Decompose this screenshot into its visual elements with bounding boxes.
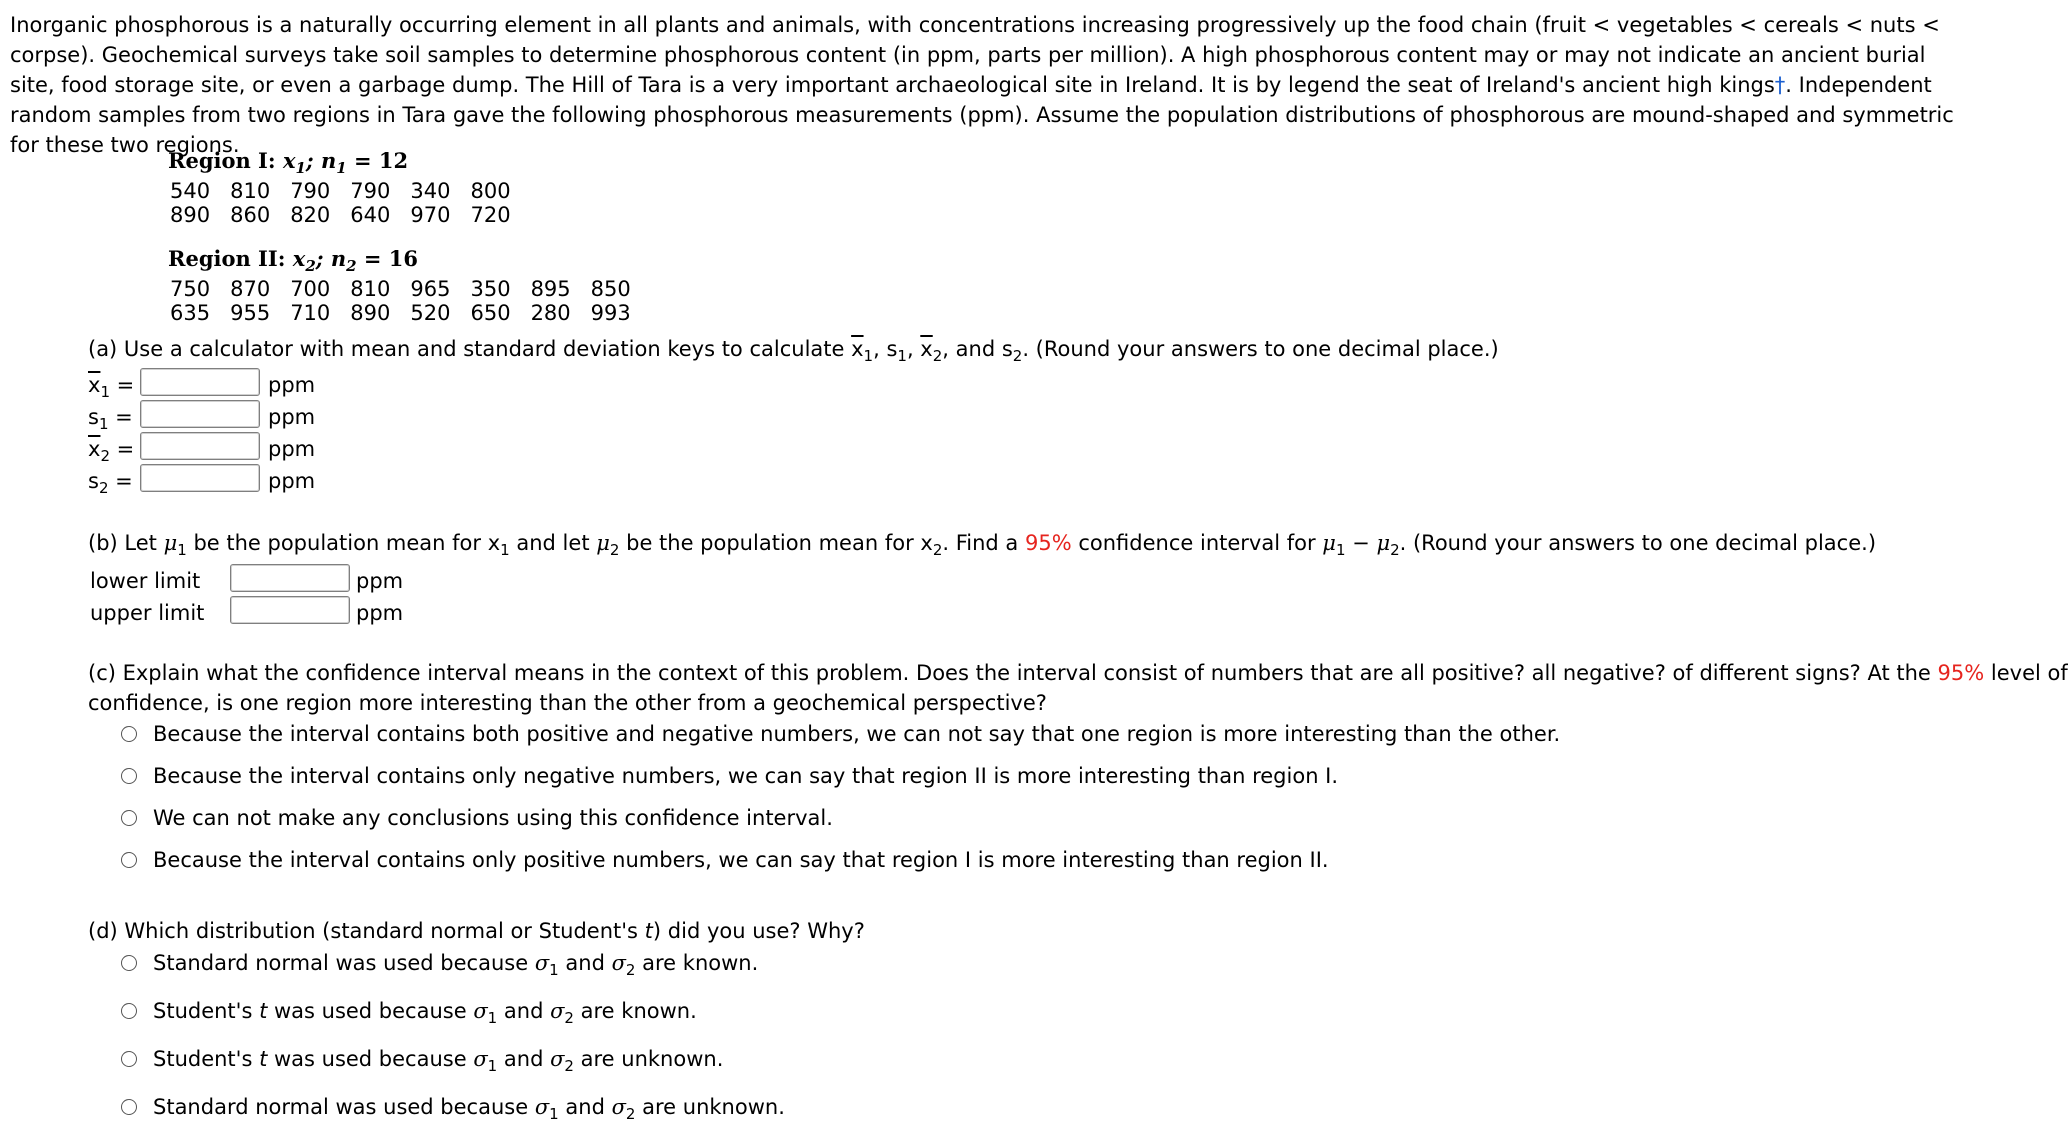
region1-row2 bbox=[170, 200, 531, 230]
data-value: 720 bbox=[470, 203, 511, 227]
data-value: 350 bbox=[470, 277, 511, 301]
region1-heading: Region I: $x_1$; $n_1 = 12$ bbox=[168, 148, 409, 177]
part-c-radio-4[interactable] bbox=[121, 852, 137, 868]
part-c-option-label-1[interactable]: Because the interval contains both positive and negative numbers, we can not say that one region is more interesting than the other. bbox=[153, 722, 1561, 746]
part-d-radio-4[interactable] bbox=[121, 1099, 137, 1115]
upper-limit-input[interactable] bbox=[230, 596, 350, 624]
intro-text-2: . Independent random samples from two regions in Tara gave the following phosphorous measurements (ppm). Assume the population distributions of phosphorous are mound-shaped and symmetric for these two regions. bbox=[10, 73, 1954, 157]
region2-row2 bbox=[170, 298, 651, 328]
stat-label-s2: $s_2$ = bbox=[88, 469, 133, 497]
stat-input-x1[interactable] bbox=[140, 368, 260, 396]
part-d-option-label-1[interactable]: Standard normal was used because $\sigma_1$ and $\sigma_2$ are known. bbox=[153, 951, 759, 979]
part-d-radio-1[interactable] bbox=[121, 955, 137, 971]
data-value: 895 bbox=[530, 277, 571, 301]
part-d-radio-2[interactable] bbox=[121, 1003, 137, 1019]
part-d-option-label-4[interactable]: Standard normal was used because $\sigma_1$ and $\sigma_2$ are unknown. bbox=[153, 1095, 785, 1123]
data-value: 540 bbox=[170, 179, 211, 203]
data-value: 810 bbox=[230, 179, 271, 203]
data-value: 800 bbox=[470, 179, 511, 203]
data-value: 850 bbox=[590, 277, 631, 301]
part-a-question: (a) Use a calculator with mean and standard deviation keys to calculate $\overline{x}_1$, $s_1$, $\overline{x}_2$, and $s_2$. (Round your answers to one decimal place.) bbox=[88, 337, 1499, 365]
lower-limit-input[interactable] bbox=[230, 564, 350, 592]
part-c-radio-2[interactable] bbox=[121, 768, 137, 784]
intro-text-1: Inorganic phosphorous is a naturally occurring element in all plants and animals, with concentrations increasing progressively up the food chain (fruit < vegetables < cereals < nuts < corpse). Geochemical surveys take soil samples to determine phosphorous content (in ppm, parts per million). A high phosphorous content may or may not indicate an ancient burial site, food storage site, or even a garbage dump. The Hill of Tara is a very important archaeological site in Ireland. It is by legend the seat of Ireland's ancient high kings bbox=[10, 13, 1940, 97]
part-c-option-label-3[interactable]: We can not make any conclusions using this confidence interval. bbox=[153, 806, 833, 830]
unit-label: ppm bbox=[268, 469, 316, 493]
data-value: 965 bbox=[410, 277, 451, 301]
data-value: 650 bbox=[470, 301, 511, 325]
data-value: 790 bbox=[350, 179, 391, 203]
data-value: 340 bbox=[410, 179, 451, 203]
data-value: 810 bbox=[350, 277, 391, 301]
part-c-radio-1[interactable] bbox=[121, 726, 137, 742]
data-value: 635 bbox=[170, 301, 211, 325]
data-value: 955 bbox=[230, 301, 271, 325]
data-value: 890 bbox=[350, 301, 391, 325]
upper-limit-unit: ppm bbox=[356, 601, 404, 625]
stat-label-s1: $s_1$ = bbox=[88, 405, 133, 433]
data-value: 520 bbox=[410, 301, 451, 325]
part-c-option-label-2[interactable]: Because the interval contains only negative numbers, we can say that region II is more interesting than region I. bbox=[153, 764, 1339, 788]
data-value: 790 bbox=[290, 179, 331, 203]
data-value: 820 bbox=[290, 203, 331, 227]
stat-label-x2: $\overline{x}_2$ = bbox=[88, 437, 135, 465]
part-c-question-line2: confidence, is one region more interesting than the other from a geochemical perspective? bbox=[88, 691, 1047, 715]
stat-input-x2[interactable] bbox=[140, 432, 260, 460]
unit-label: ppm bbox=[268, 405, 316, 429]
lower-limit-unit: ppm bbox=[356, 569, 404, 593]
data-value: 890 bbox=[170, 203, 211, 227]
part-d-option-label-3[interactable]: Student's t was used because $\sigma_1$ and $\sigma_2$ are unknown. bbox=[153, 1047, 724, 1075]
data-value: 870 bbox=[230, 277, 271, 301]
footnote-link[interactable]: † bbox=[1774, 73, 1786, 97]
upper-limit-label: upper limit bbox=[90, 601, 205, 625]
part-b-question: (b) Let $\mu_1$ be the population mean for $x_1$ and let $\mu_2$ be the population mean for $x_2$. Find a 95% confidence interval for $\mu_1 - \mu_2$. (Round your answers to one decimal place.) bbox=[88, 531, 1877, 559]
data-value: 750 bbox=[170, 277, 211, 301]
unit-label: ppm bbox=[268, 373, 316, 397]
data-value: 860 bbox=[230, 203, 271, 227]
lower-limit-label: lower limit bbox=[90, 569, 201, 593]
data-value: 710 bbox=[290, 301, 331, 325]
part-d-option-label-2[interactable]: Student's t was used because $\sigma_1$ and $\sigma_2$ are known. bbox=[153, 999, 697, 1027]
data-value: 280 bbox=[530, 301, 571, 325]
stat-input-s1[interactable] bbox=[140, 400, 260, 428]
data-value: 970 bbox=[410, 203, 451, 227]
data-value: 993 bbox=[590, 301, 631, 325]
stat-label-x1: $\overline{x}_1$ = bbox=[88, 373, 135, 401]
stat-input-s2[interactable] bbox=[140, 464, 260, 492]
part-c-question-line1: (c) Explain what the confidence interval means in the context of this problem. Does the interval consist of numbers that are all positive? all negative? of different signs? At the 95% level of bbox=[88, 661, 2068, 685]
part-d-radio-3[interactable] bbox=[121, 1051, 137, 1067]
unit-label: ppm bbox=[268, 437, 316, 461]
part-d-question: (d) Which distribution (standard normal or Student's t) did you use? Why? bbox=[88, 919, 865, 943]
data-value: 640 bbox=[350, 203, 391, 227]
problem-intro bbox=[10, 10, 1970, 160]
part-c-option-label-4[interactable]: Because the interval contains only positive numbers, we can say that region I is more interesting than region II. bbox=[153, 848, 1329, 872]
data-value: 700 bbox=[290, 277, 331, 301]
part-c-radio-3[interactable] bbox=[121, 810, 137, 826]
region2-heading: Region II: $x_2$; $n_2 = 16$ bbox=[168, 246, 418, 275]
